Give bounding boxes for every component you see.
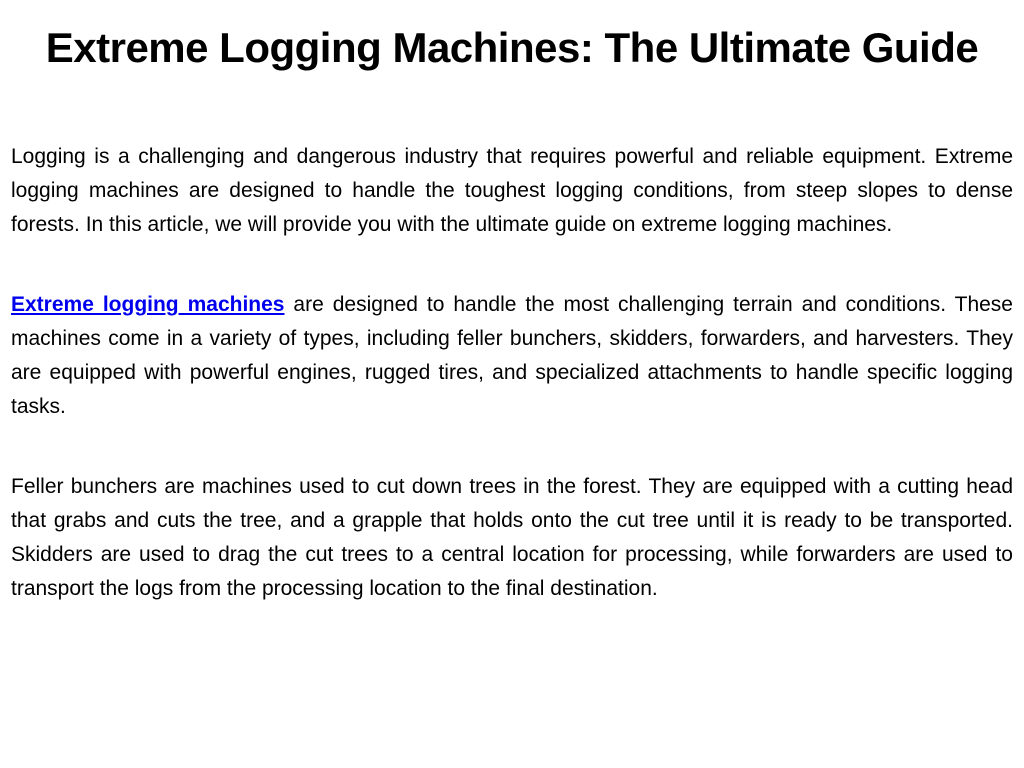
intro-paragraph: Logging is a challenging and dangerous industry that requires powerful and reliable equipment. Extreme logging machines are designed to handle the toughest logging conditions, from steep slopes to dense forests. In this article, we will provide you with the ultimate guide on extreme logging machines. <box>11 145 1013 236</box>
extreme-logging-machines-link[interactable]: Extreme logging machines <box>11 293 285 316</box>
machines-paragraph <box>11 288 1013 424</box>
machines-paragraph-text: are designed to handle the most challenging terrain and conditions. These machines come in a variety of types, including feller bunchers, skidders, forwarders, and harvesters. They are equipped with powerful engines, rugged tires, and specialized attachments to handle specific logging tasks. <box>11 293 1013 418</box>
page-title: Extreme Logging Machines: The Ultimate Guide <box>45 24 979 71</box>
feller-bunchers-paragraph: Feller bunchers are machines used to cut down trees in the forest. They are equipped with a cutting head that grabs and cuts the tree, and a grapple that holds onto the cut tree until it is ready to be transported. Skidders are used to drag the cut trees to a central location for processing, while forwarders are used to transport the logs from the processing location to the final destination. <box>11 475 1013 600</box>
